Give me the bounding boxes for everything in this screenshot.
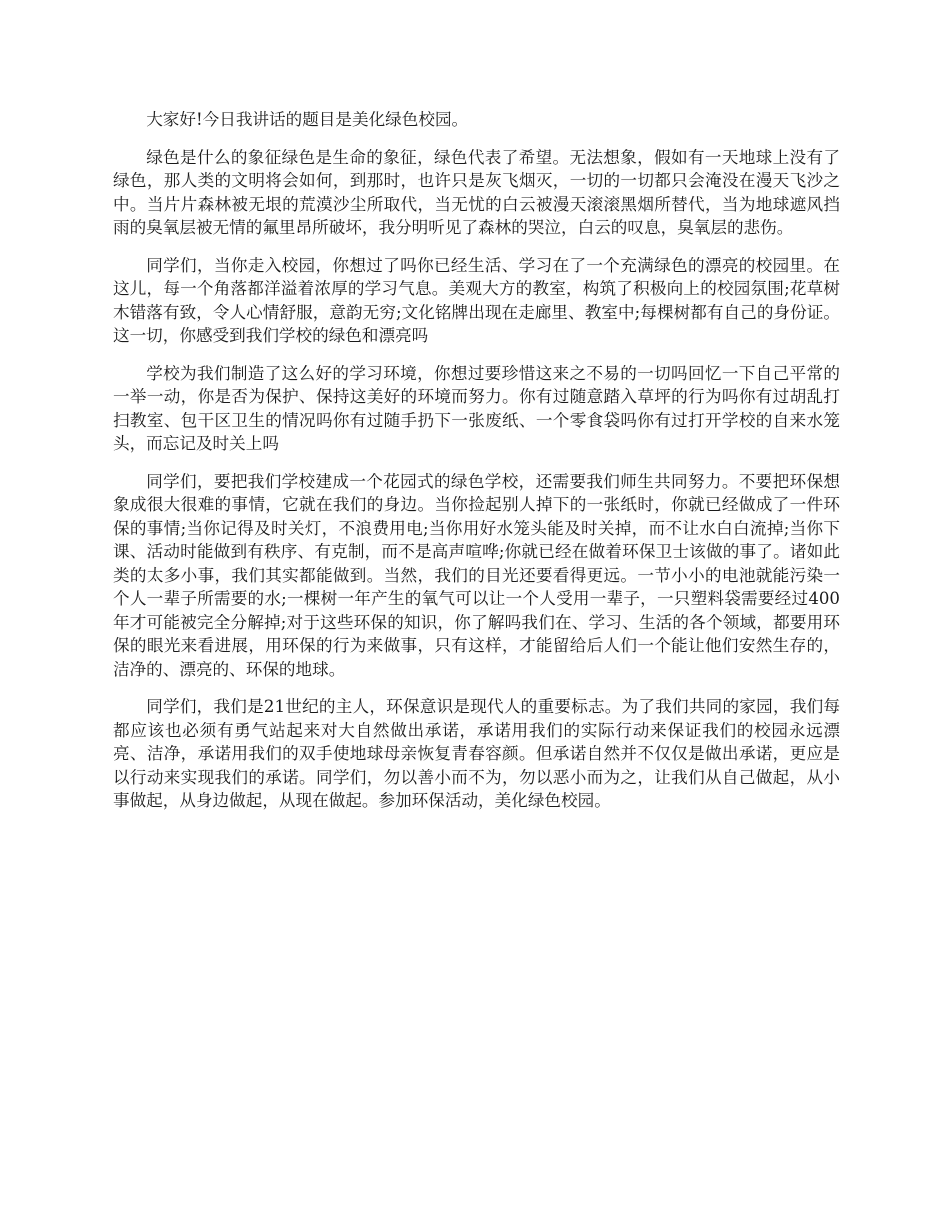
speech-body [113, 108, 840, 827]
paragraph-campus: 同学们，当你走入校园，你想过了吗你已经生活、学习在了一个充满绿色的漂亮的校园里。在这儿，每一个角落都洋溢着浓厚的学习气息。美观大方的教室，构筑了积极向上的校园氛围;花草树木错落有致，令人心情舒服，意韵无穷;文化铭牌出现在走廊里、教室中;每棵树都有自己的身份证。这一切，你感受到我们学校的绿色和漂亮吗 [113, 255, 840, 345]
paragraph-cherish: 学校为我们制造了这么好的学习环境，你想过要珍惜这来之不易的一切吗回忆一下自己平常的一举一动，你是否为保护、保持这美好的环境而努力。你有过随意踏入草坪的行为吗你有过胡乱打扫教室、包干区卫生的情况吗你有过随手扔下一张废纸、一个零食袋吗你有过打开学校的自来水笼头，而忘记及时关上吗 [113, 363, 840, 453]
paragraph-effort: 同学们，要把我们学校建成一个花园式的绿色学校，还需要我们师生共同努力。不要把环保想象成很大很难的事情，它就在我们的身边。当你捡起别人掉下的一张纸时，你就已经做成了一件环保的事情;当你记得及时关灯，不浪费用电;当你用好水笼头能及时关掉，而不让水白白流掉;当你下课、活动时能做到有秩序、有克制，而不是高声喧哗;你就已经在做着环保卫士该做的事了。诸如此类的太多小事，我们其实都能做到。当然，我们的目光还要看得更远。一节小小的电池就能污染一个人一辈子所需要的水;一棵树一年产生的氧气可以让一个人受用一辈子，一只塑料袋需要经过400年才可能被完全分解掉;对于这些环保的知识，你了解吗我们在、学习、生活的各个领域，都要用环保的眼光来看进展，用环保的行为来做事，只有这样，才能留给后人们一个能让他们安然生存的，洁净的、漂亮的、环保的地球。 [113, 471, 840, 679]
paragraph-green-symbol: 绿色是什么的象征绿色是生命的象征，绿色代表了希望。无法想象，假如有一天地球上没有了绿色，那人类的文明将会如何，到那时，也许只是灰飞烟灭，一切的一切都只会淹没在漫天飞沙之中。当片片森林被无垠的荒漠沙尘所取代，当无忧的白云被漫天滚滚黑烟所替代，当为地球遮风挡雨的臭氧层被无情的氟里昂所破坏，我分明听见了森林的哭泣，白云的叹息，臭氧层的悲伤。 [113, 147, 840, 237]
paragraph-greeting: 大家好!今日我讲话的题目是美化绿色校园。 [146, 110, 469, 129]
paragraph-promise: 同学们，我们是21世纪的主人，环保意识是现代人的重要标志。为了我们共同的家园，我们每都应该也必须有勇气站起来对大自然做出承诺，承诺用我们的实际行动来保证我们的校园永远漂亮、洁净，承诺用我们的双手使地球母亲恢复青春容颜。但承诺自然并不仅仅是做出承诺，更应是以行动来实现我们的承诺。同学们，勿以善小而不为，勿以恶小而为之，让我们从自己做起，从小事做起，从身边做起，从现在做起。参加环保活动，美化绿色校园。 [113, 697, 840, 810]
